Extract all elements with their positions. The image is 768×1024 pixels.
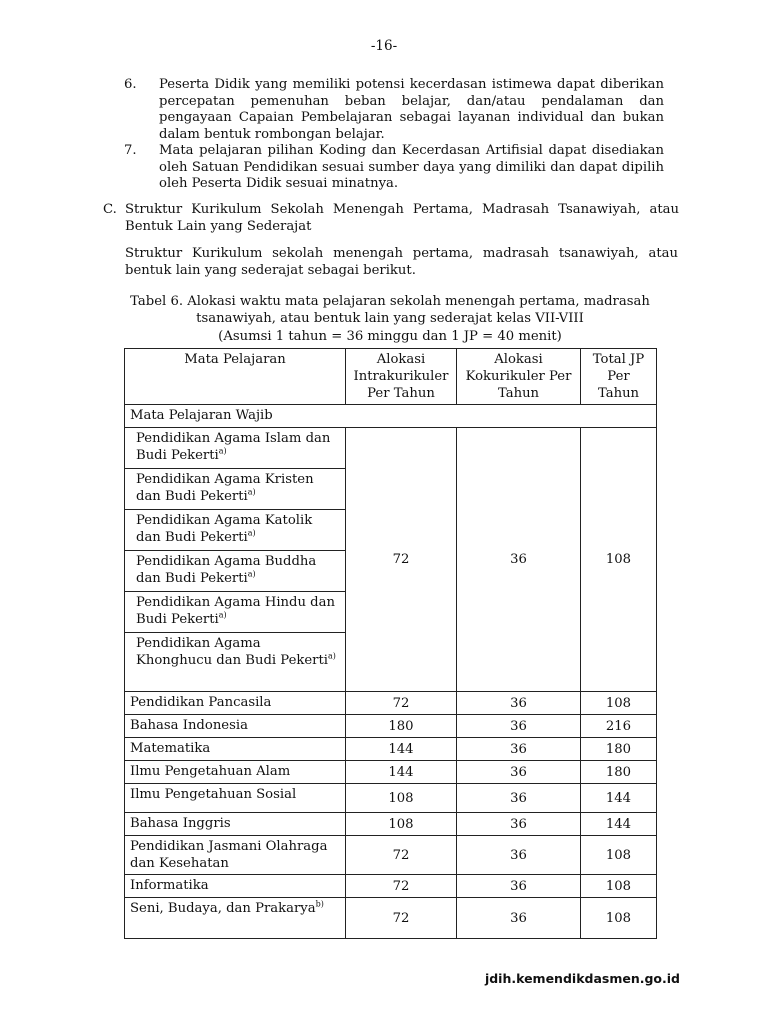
subject-name: Ilmu Pengetahuan Sosial: [130, 787, 297, 802]
subject-cell: [125, 836, 346, 875]
table-row: [125, 715, 657, 738]
numbered-list: [124, 77, 664, 193]
table-assumption: (Asumsi 1 tahun = 36 minggu dan 1 JP = 40 menit): [218, 329, 562, 344]
value-intra: 72: [346, 692, 457, 715]
subject-cell: [125, 469, 346, 510]
header-intra: Alokasi Intrakurikuler Per Tahun: [346, 349, 457, 405]
value-total: 108: [581, 836, 657, 875]
value-total: 108: [581, 692, 657, 715]
section-letter: C.: [103, 202, 117, 217]
value-koko: 36: [457, 692, 581, 715]
value-intra: 108: [346, 813, 457, 836]
table-caption: [124, 294, 656, 346]
value-intra: 72: [346, 875, 457, 898]
value-koko: 36: [457, 715, 581, 738]
table-title: Tabel 6. Alokasi waktu mata pelajaran sekolah menengah pertama, madrasah tsanawiyah, atau bentuk lain yang sederajat kelas VII-VIII: [130, 294, 650, 326]
value-koko: 36: [457, 898, 581, 939]
value-intra: 108: [346, 784, 457, 813]
value-total: 108: [581, 428, 657, 692]
subject-name: Pendidikan Pancasila: [130, 695, 272, 710]
section-intro: Struktur Kurikulum sekolah menengah pertama, madrasah tsanawiyah, atau bentuk lain yang sederajat sebagai berikut.: [125, 246, 678, 278]
subject-name: Pendidikan Jasmani Olahraga dan Kesehatan: [130, 839, 328, 871]
value-total: 144: [581, 784, 657, 813]
group-label: Mata Pelajaran Wajib: [125, 405, 657, 428]
footnote-marker: b): [315, 899, 324, 909]
value-intra: 144: [346, 761, 457, 784]
value-koko: 36: [457, 428, 581, 692]
value-koko: 36: [457, 738, 581, 761]
table-header-row: [125, 349, 657, 405]
value-intra: 72: [346, 898, 457, 939]
section-c-heading: [103, 202, 679, 235]
subject-name: Matematika: [130, 741, 211, 756]
footnote-marker: a): [328, 651, 336, 661]
subject-name: Seni, Budaya, dan Prakarya: [130, 901, 316, 916]
header-subject: Mata Pelajaran: [125, 349, 346, 405]
subject-name: Pendidikan Agama Kristen dan Budi Pekerti: [136, 472, 314, 504]
subject-name: Pendidikan Agama Buddha dan Budi Pekerti: [136, 554, 317, 586]
subject-cell: [125, 898, 346, 939]
subject-cell: [125, 784, 346, 813]
group-row: [125, 405, 657, 428]
subject-name: Pendidikan Agama Hindu dan Budi Pekerti: [136, 595, 335, 627]
table-row: [125, 428, 657, 469]
value-koko: 36: [457, 836, 581, 875]
value-intra: 72: [346, 836, 457, 875]
page-number: -16-: [370, 38, 398, 54]
value-total: 180: [581, 761, 657, 784]
section-title: Struktur Kurikulum Sekolah Menengah Pertama, Madrasah Tsanawiyah, atau Bentuk Lain yang Sederajat: [125, 202, 679, 234]
footer-source: jdih.kemendikdasmen.go.id: [484, 971, 680, 986]
footnote-marker: a): [247, 528, 256, 538]
subject-name: Bahasa Inggris: [130, 816, 231, 831]
table-row: [125, 813, 657, 836]
allocation-table: [124, 348, 657, 939]
subject-cell: [125, 761, 346, 784]
subject-cell: [125, 428, 346, 469]
value-intra: 72: [346, 428, 457, 692]
table-row: [125, 898, 657, 939]
list-item: [124, 77, 664, 143]
subject-cell: [125, 551, 346, 592]
footnote-marker: a): [247, 569, 256, 579]
value-koko: 36: [457, 875, 581, 898]
subject-cell: [125, 510, 346, 551]
subject-cell: [125, 692, 346, 715]
value-total: 108: [581, 875, 657, 898]
subject-name: Pendidikan Agama Islam dan Budi Pekerti: [136, 431, 331, 463]
value-total: 108: [581, 898, 657, 939]
table-row: [125, 875, 657, 898]
value-intra: 144: [346, 738, 457, 761]
value-koko: 36: [457, 784, 581, 813]
subject-name: Pendidikan Agama Khonghucu dan Budi Pekerti: [136, 636, 329, 668]
header-koko: Alokasi Kokurikuler Per Tahun: [457, 349, 581, 405]
value-total: 144: [581, 813, 657, 836]
subject-cell: [125, 813, 346, 836]
subject-cell: [125, 738, 346, 761]
subject-cell: [125, 715, 346, 738]
value-total: 180: [581, 738, 657, 761]
table-row: [125, 784, 657, 813]
footnote-marker: a): [218, 610, 227, 620]
subject-name: Informatika: [130, 878, 209, 893]
table-row: [125, 761, 657, 784]
table-row: [125, 738, 657, 761]
subject-cell: [125, 875, 346, 898]
footnote-marker: a): [218, 446, 227, 456]
subject-cell: [125, 592, 346, 633]
subject-name: Ilmu Pengetahuan Alam: [130, 764, 291, 779]
subject-name: Pendidikan Agama Katolik dan Budi Pekerti: [136, 513, 313, 545]
header-total: Total JP Per Tahun: [581, 349, 657, 405]
value-koko: 36: [457, 813, 581, 836]
subject-cell: [125, 633, 346, 692]
list-item-number: 7.: [124, 143, 137, 158]
table-row: [125, 836, 657, 875]
table-row: [125, 692, 657, 715]
list-item-number: 6.: [124, 77, 137, 92]
list-item-text: Mata pelajaran pilihan Koding dan Kecerdasan Artifisial dapat disediakan oleh Satuan Pendidikan sesuai sumber daya yang dimiliki dan dapat dipilih oleh Peserta Didik sesuai minatnya.: [159, 143, 664, 191]
list-item: [124, 143, 664, 193]
value-total: 216: [581, 715, 657, 738]
footnote-marker: a): [247, 487, 256, 497]
value-intra: 180: [346, 715, 457, 738]
list-item-text: Peserta Didik yang memiliki potensi kecerdasan istimewa dapat diberikan percepatan pemenuhan beban belajar, dan/atau pendalaman dan pengayaan Capaian Pembelajaran sebagai layanan individual dan bukan dalam bentuk rombongan belajar.: [159, 77, 664, 142]
subject-name: Bahasa Indonesia: [130, 718, 248, 733]
value-koko: 36: [457, 761, 581, 784]
